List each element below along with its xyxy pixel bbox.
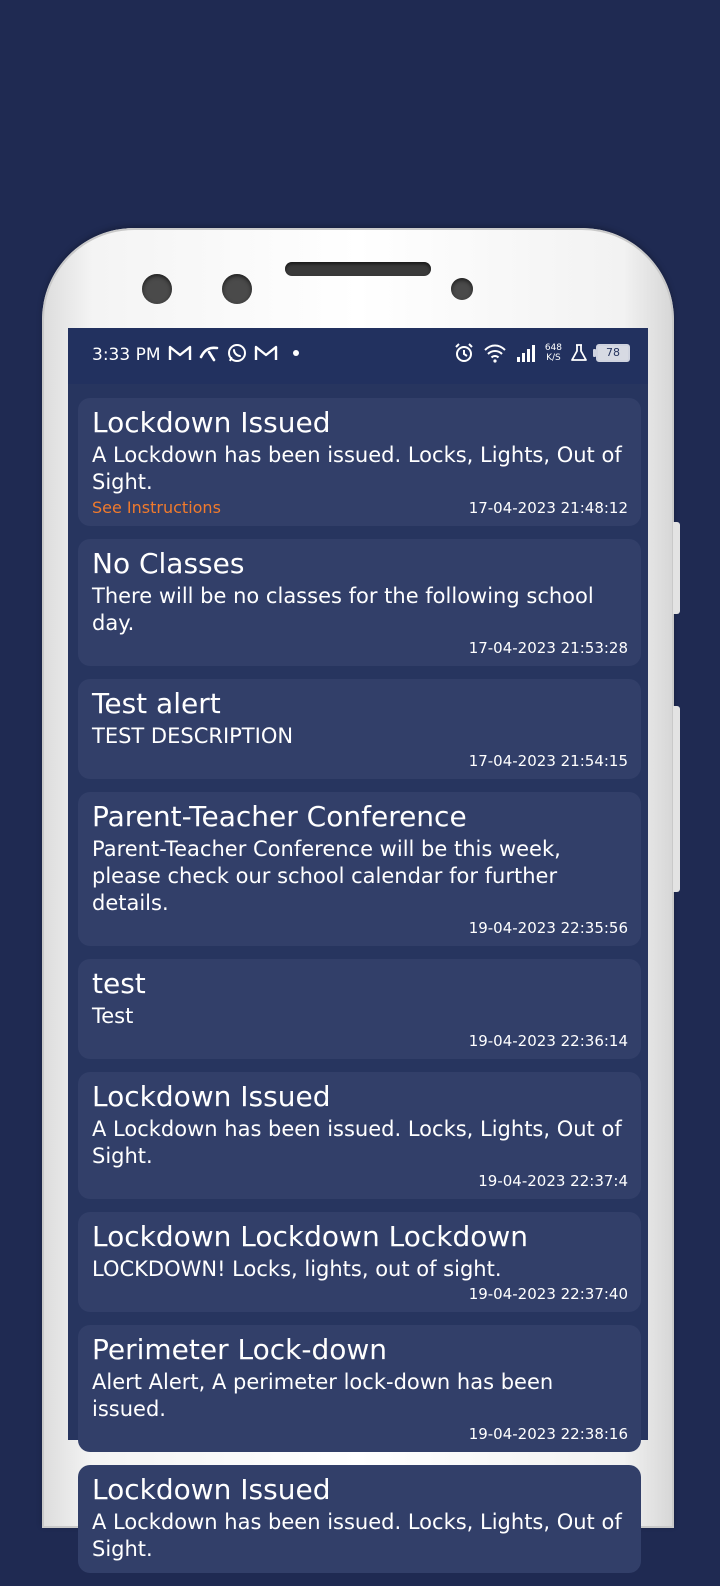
alert-list[interactable]: [78, 398, 641, 1586]
alert-footer: [92, 1425, 628, 1444]
status-bar: [68, 328, 648, 384]
alert-description: A Lockdown has been issued. Locks, Lights, Out of Sight.: [92, 1117, 622, 1168]
alert-title: No Classes: [92, 547, 245, 580]
alert-timestamp: 17-04-2023 21:48:12: [468, 499, 628, 517]
alert-timestamp: 17-04-2023 21:54:15: [468, 752, 628, 770]
alert-description: A Lockdown has been issued. Locks, Lights, Out of Sight.: [92, 1510, 622, 1561]
alert-timestamp: 19-04-2023 22:35:56: [468, 919, 628, 937]
alert-description: Test: [92, 1004, 134, 1028]
alert-card[interactable]: [78, 959, 641, 1059]
status-time: 3:33 PM: [92, 345, 161, 365]
alert-footer: [92, 919, 628, 938]
whatsapp-icon: [226, 342, 248, 364]
alert-title: Lockdown Issued: [92, 1473, 331, 1506]
alert-footer: [92, 1285, 628, 1304]
battery-indicator: 78: [596, 344, 630, 362]
sensor-icon: [222, 274, 252, 304]
volume-button: [673, 706, 680, 892]
alert-description: There will be no classes for the following school day.: [92, 584, 594, 635]
alert-card[interactable]: [78, 1072, 641, 1199]
alert-title: test: [92, 967, 146, 1000]
alert-title: Lockdown Issued: [92, 1080, 331, 1113]
dot-icon: [284, 343, 304, 363]
alert-title: Lockdown Issued: [92, 406, 331, 439]
network-speed-unit: K/S: [546, 353, 561, 363]
front-camera-icon: [142, 274, 172, 304]
earpiece-speaker: [285, 262, 431, 276]
alert-title: Lockdown Lockdown Lockdown: [92, 1220, 528, 1253]
alert-footer: [92, 1172, 628, 1191]
alert-card[interactable]: [78, 539, 641, 666]
alert-timestamp: 17-04-2023 21:53:28: [468, 639, 628, 657]
alert-footer: [92, 752, 628, 771]
alert-card[interactable]: [78, 1465, 641, 1573]
alert-card[interactable]: [78, 792, 641, 946]
alert-title: Perimeter Lock-down: [92, 1333, 388, 1366]
alert-description: Alert Alert, A perimeter lock-down has been issued.: [92, 1370, 554, 1421]
alert-description: LOCKDOWN! Locks, lights, out of sight.: [92, 1257, 502, 1281]
app-screen: [68, 328, 648, 1561]
system-icons: [453, 342, 630, 364]
wifi-icon: [483, 343, 507, 363]
alarm-icon: [453, 342, 475, 364]
alert-card[interactable]: [78, 398, 641, 526]
power-button: [673, 522, 680, 614]
alert-card[interactable]: [78, 1325, 641, 1452]
proximity-sensor-icon: [451, 278, 473, 300]
network-speed: [545, 343, 562, 363]
alert-timestamp: 19-04-2023 22:36:14: [468, 1032, 628, 1050]
see-instructions-link[interactable]: See Instructions: [92, 498, 221, 517]
alert-footer: [92, 498, 628, 518]
alert-title: Test alert: [92, 687, 221, 720]
alert-description: Parent-Teacher Conference will be this week, please check our school calendar for further details.: [92, 837, 561, 915]
alert-description: A Lockdown has been issued. Locks, Lights, Out of Sight.: [92, 443, 622, 494]
alert-timestamp: 19-04-2023 22:37:40: [468, 1285, 628, 1303]
network-speed-value: 648: [544, 343, 562, 353]
notification-icons: [168, 342, 304, 364]
alert-card[interactable]: [78, 679, 641, 779]
telenor-icon: [198, 343, 220, 363]
gmail-icon: [168, 343, 192, 363]
alert-title: Parent-Teacher Conference: [92, 800, 467, 833]
alert-description: TEST DESCRIPTION: [92, 724, 294, 748]
alert-timestamp: 19-04-2023 22:37:4: [478, 1172, 628, 1190]
gmail-icon: [254, 343, 278, 363]
alert-timestamp: 19-04-2023 22:38:16: [468, 1425, 628, 1443]
alert-footer: [92, 1032, 628, 1051]
alert-card[interactable]: [78, 1212, 641, 1312]
alert-footer: [92, 639, 628, 658]
flask-icon: [570, 343, 588, 363]
signal-icon: [515, 343, 537, 363]
